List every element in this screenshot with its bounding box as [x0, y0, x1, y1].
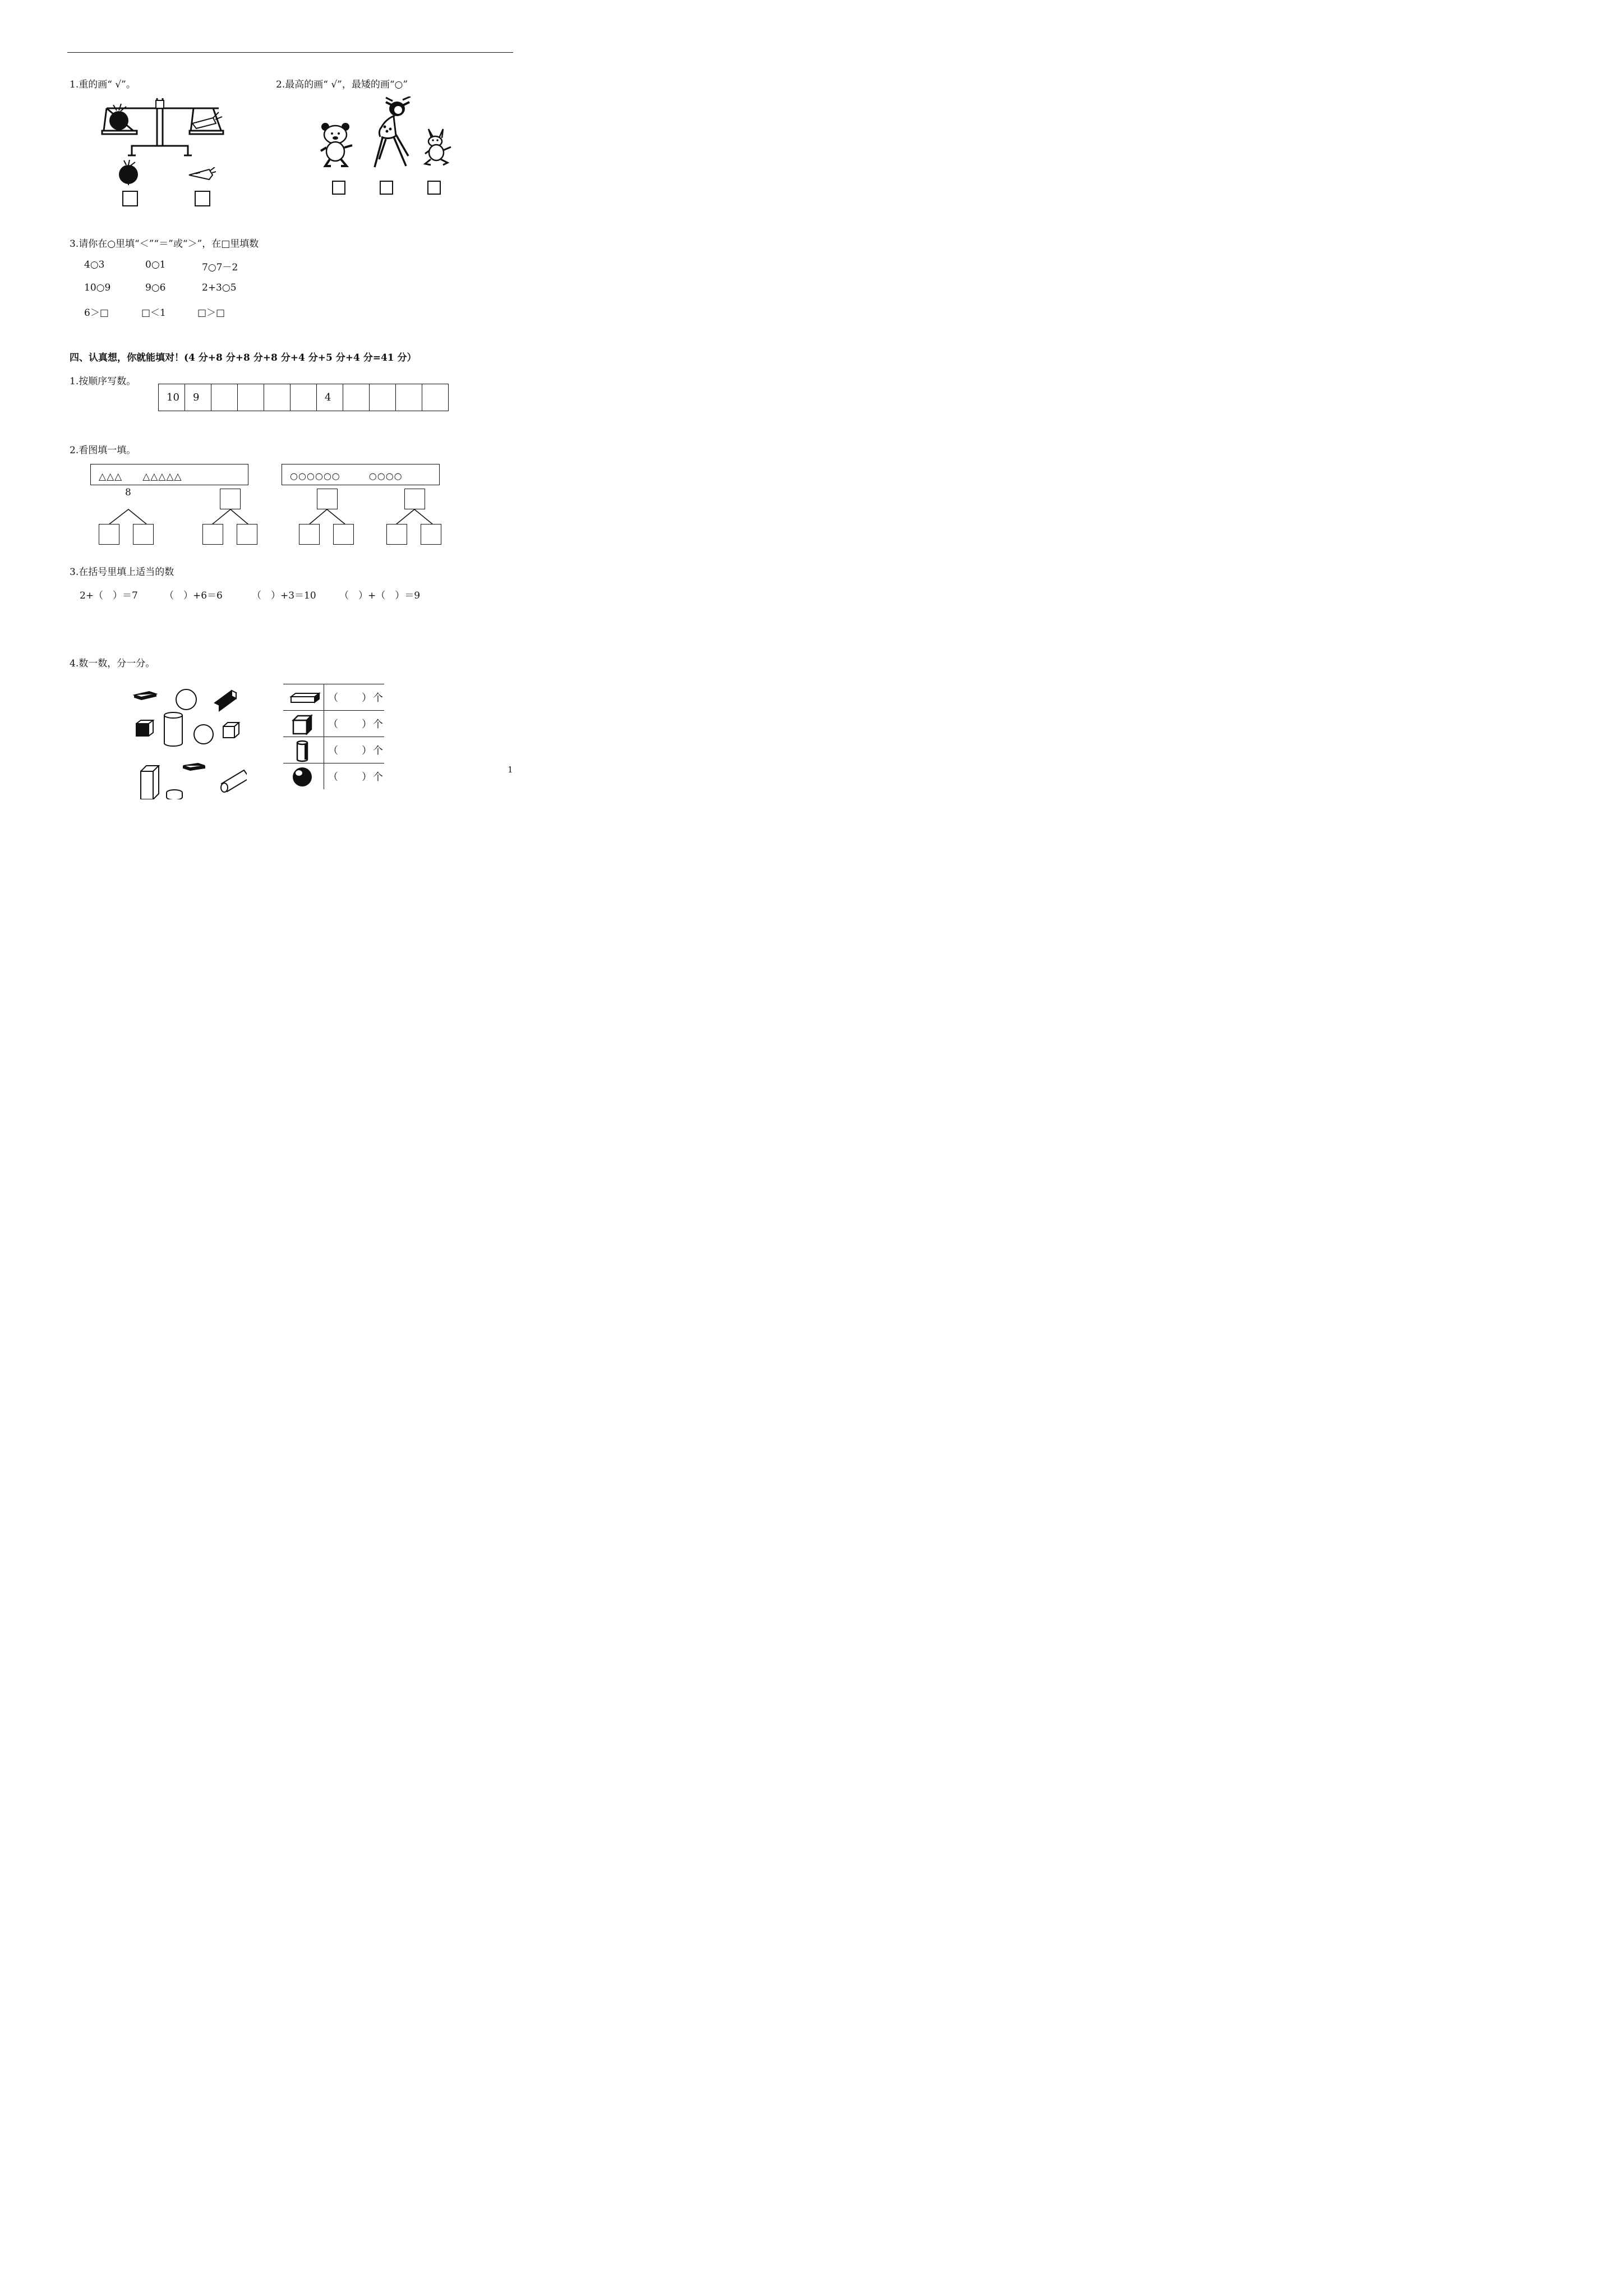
part-box[interactable] [237, 524, 257, 545]
part-box[interactable] [99, 524, 119, 545]
section-4-title: 四、认真想，你就能填对！(4 分+8 分+8 分+8 分+4 分+5 分+4 分=41 分） [70, 352, 417, 364]
count-blank[interactable]: （ ）个 [328, 771, 384, 783]
fill-blank-equation[interactable]: （ ）+（ ）＝9 [339, 590, 421, 601]
sphere-icon [291, 766, 313, 788]
s4q1-label: 1.按顺序写数。 [70, 376, 136, 387]
part-box[interactable] [421, 524, 441, 545]
circles-group: ○○○○○○ ○○○○ [290, 471, 403, 481]
sequence-cell: 4 [317, 384, 343, 411]
table-row [283, 763, 384, 790]
q1-label: 1.重的画“ √”。 [70, 79, 136, 90]
given-total: 8 [125, 487, 131, 498]
sequence-cell: 10 [159, 384, 185, 411]
cuboid-icon [289, 691, 321, 706]
total-box[interactable] [220, 489, 241, 509]
part-box[interactable] [333, 524, 354, 545]
q3-expression: 7○7－2 [202, 262, 238, 273]
q3-expression: □＜1 [141, 307, 166, 319]
q3-expression: 2+3○5 [202, 282, 237, 293]
q3-expression: 4○3 [84, 259, 105, 270]
page-number: 1 [508, 765, 513, 775]
fill-blank-equation[interactable]: 2+（ ）＝7 [80, 590, 138, 601]
count-blank[interactable]: （ ）个 [328, 745, 384, 757]
s4q4-label: 4.数一数，分一分。 [70, 658, 155, 669]
part-box[interactable] [386, 524, 407, 545]
sequence-cell: 9 [185, 384, 211, 411]
part-box[interactable] [202, 524, 223, 545]
q3-expression: 9○6 [145, 282, 166, 293]
total-box[interactable] [317, 489, 338, 509]
fill-blank-equation[interactable]: （ ）+3＝10 [252, 590, 316, 601]
table-row [283, 684, 384, 711]
q3-expression: 0○1 [145, 259, 166, 270]
mixed-solids-illustration [132, 687, 247, 799]
q3-expression: 10○9 [84, 282, 111, 293]
part-box[interactable] [299, 524, 320, 545]
q2-label: 2.最高的画“ √”，最矮的画“○” [276, 79, 408, 90]
s4q2-label: 2.看图填一填。 [70, 445, 136, 456]
total-box[interactable] [404, 489, 425, 509]
q3-expression: 6＞□ [84, 307, 109, 319]
cube-icon [291, 714, 313, 736]
q3-label: 3.请你在○里填“＜”“＝”或“＞”，在□里填数 [70, 238, 259, 250]
fill-blank-equation[interactable]: （ ）+6＝6 [164, 590, 223, 601]
table-row [283, 737, 384, 763]
count-blank[interactable]: （ ）个 [328, 719, 384, 730]
triangles-group: △△△ △△△△△ [99, 471, 182, 482]
table-row [283, 710, 384, 737]
q3-expression: □＞□ [197, 307, 225, 319]
count-blank[interactable]: （ ）个 [328, 692, 384, 704]
part-box[interactable] [133, 524, 154, 545]
cylinder-icon [296, 739, 309, 763]
s4q3-label: 3.在括号里填上适当的数 [70, 567, 174, 578]
